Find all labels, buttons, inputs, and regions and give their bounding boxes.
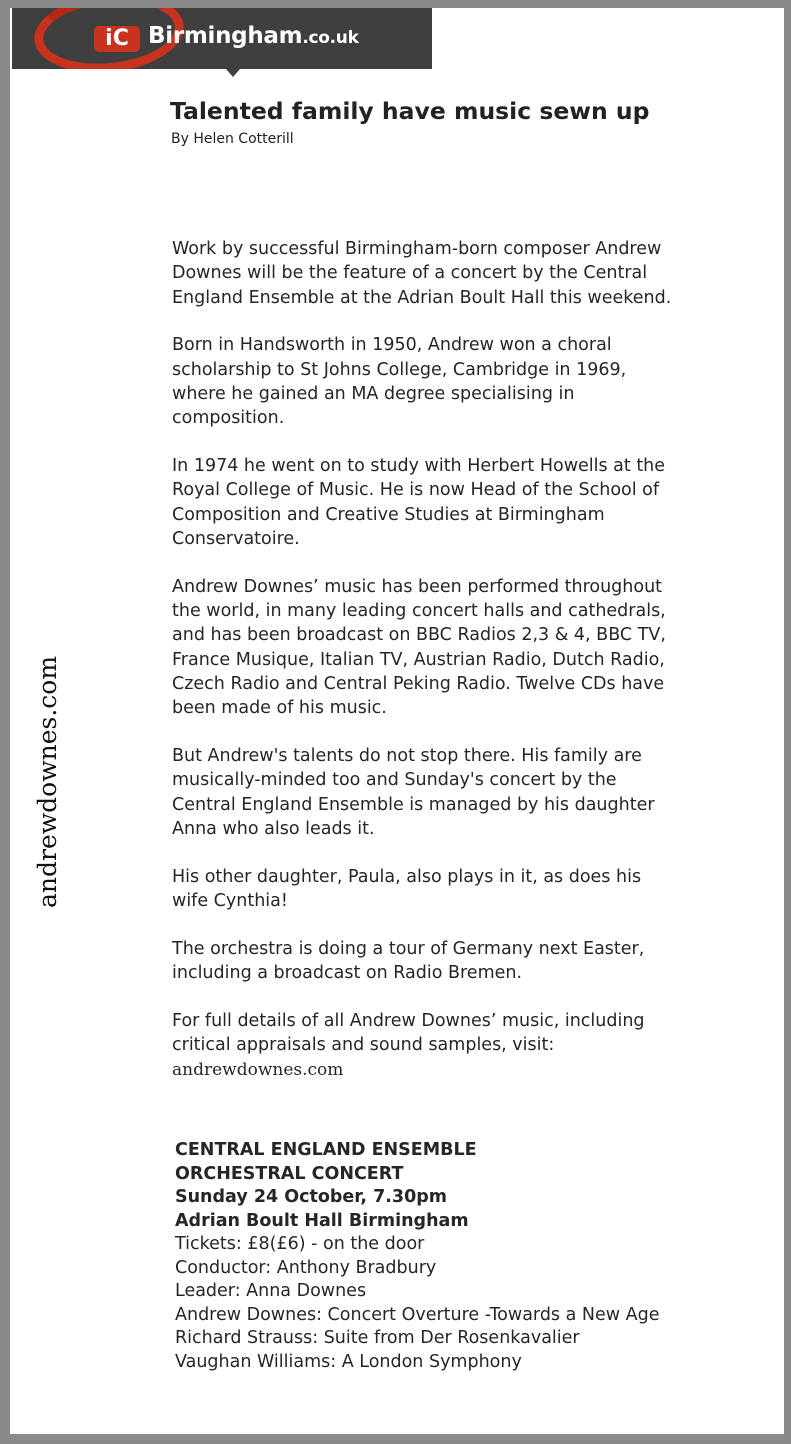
paragraph: His other daughter, Paula, also plays in it, as does his wife Cynthia! <box>172 866 642 912</box>
site-name <box>148 23 359 49</box>
concert-heading-line: CENTRAL ENGLAND ENSEMBLE <box>175 1140 477 1160</box>
programme-item: Andrew Downes: Concert Overture -Towards a New Age <box>175 1304 660 1325</box>
paragraph: In 1974 he went on to study with Herbert Howells at the Royal College of Music. He is now Head of the School of Composition and Creative Studies at Birmingham Conservatoire. <box>172 456 666 549</box>
paragraph: The orchestra is doing a tour of Germany next Easter, including a broadcast on Radio Bremen. <box>172 938 645 984</box>
concert-tickets: Tickets: £8(£6) - on the door <box>175 1234 425 1254</box>
concert-details <box>175 1139 675 1374</box>
site-name-suffix: .co.uk <box>302 28 359 48</box>
logo-ic-badge: iC <box>94 26 140 52</box>
paragraph: Andrew Downes’ music has been performed throughout the world, in many leading concert halls and cathedrals, and has been broadcast on BBC Radios 2,3 & 4, BBC TV, France Musique, Italian TV, Austrian Radio, Dutch Radio, Czech Radio and Central Peking Radio. Twelve CDs have been made of his music. <box>172 576 666 719</box>
concert-conductor: Conductor: Anthony Bradbury <box>175 1257 437 1278</box>
paragraph: But Andrew's talents do not stop there. His family are musically-minded too and Sunday's concert by the Central England Ensemble is managed by his daughter Anna who also leads it. <box>172 746 655 839</box>
programme-item: Richard Strauss: Suite from Der Rosenkavalier <box>175 1328 580 1348</box>
side-url: andrewdownes.com <box>33 655 62 908</box>
article-header <box>170 95 670 147</box>
byline: By Helen Cotterill <box>171 131 294 147</box>
concert-heading-line: ORCHESTRAL CONCERT <box>175 1163 404 1184</box>
website-link[interactable]: andrewdownes.com <box>172 1059 344 1080</box>
concert-venue: Adrian Boult Hall Birmingham <box>175 1210 469 1231</box>
closing-text: For full details of all Andrew Downes’ music, including critical appraisals and sound samples, visit: <box>172 1010 645 1056</box>
headline: Talented family have music sewn up <box>170 97 650 125</box>
site-name-main: Birmingham <box>148 23 303 49</box>
paragraph: Born in Handsworth in 1950, Andrew won a choral scholarship to St Johns College, Cambridge in 1969, where he gained an MA degree specialising in composition. <box>172 335 627 429</box>
banner-pointer-icon <box>226 69 240 77</box>
closing-paragraph <box>172 1009 672 1082</box>
concert-date: Sunday 24 October, 7.30pm <box>175 1187 448 1207</box>
paragraph: Work by successful Birmingham-born composer Andrew Downes will be the feature of a concert by the Central England Ensemble at the Adrian Boult Hall this weekend. <box>172 239 672 308</box>
site-banner[interactable] <box>12 8 432 69</box>
concert-leader: Leader: Anna Downes <box>175 1281 367 1301</box>
article-body <box>172 237 672 1105</box>
programme-item: Vaughan Williams: A London Symphony <box>175 1351 522 1372</box>
